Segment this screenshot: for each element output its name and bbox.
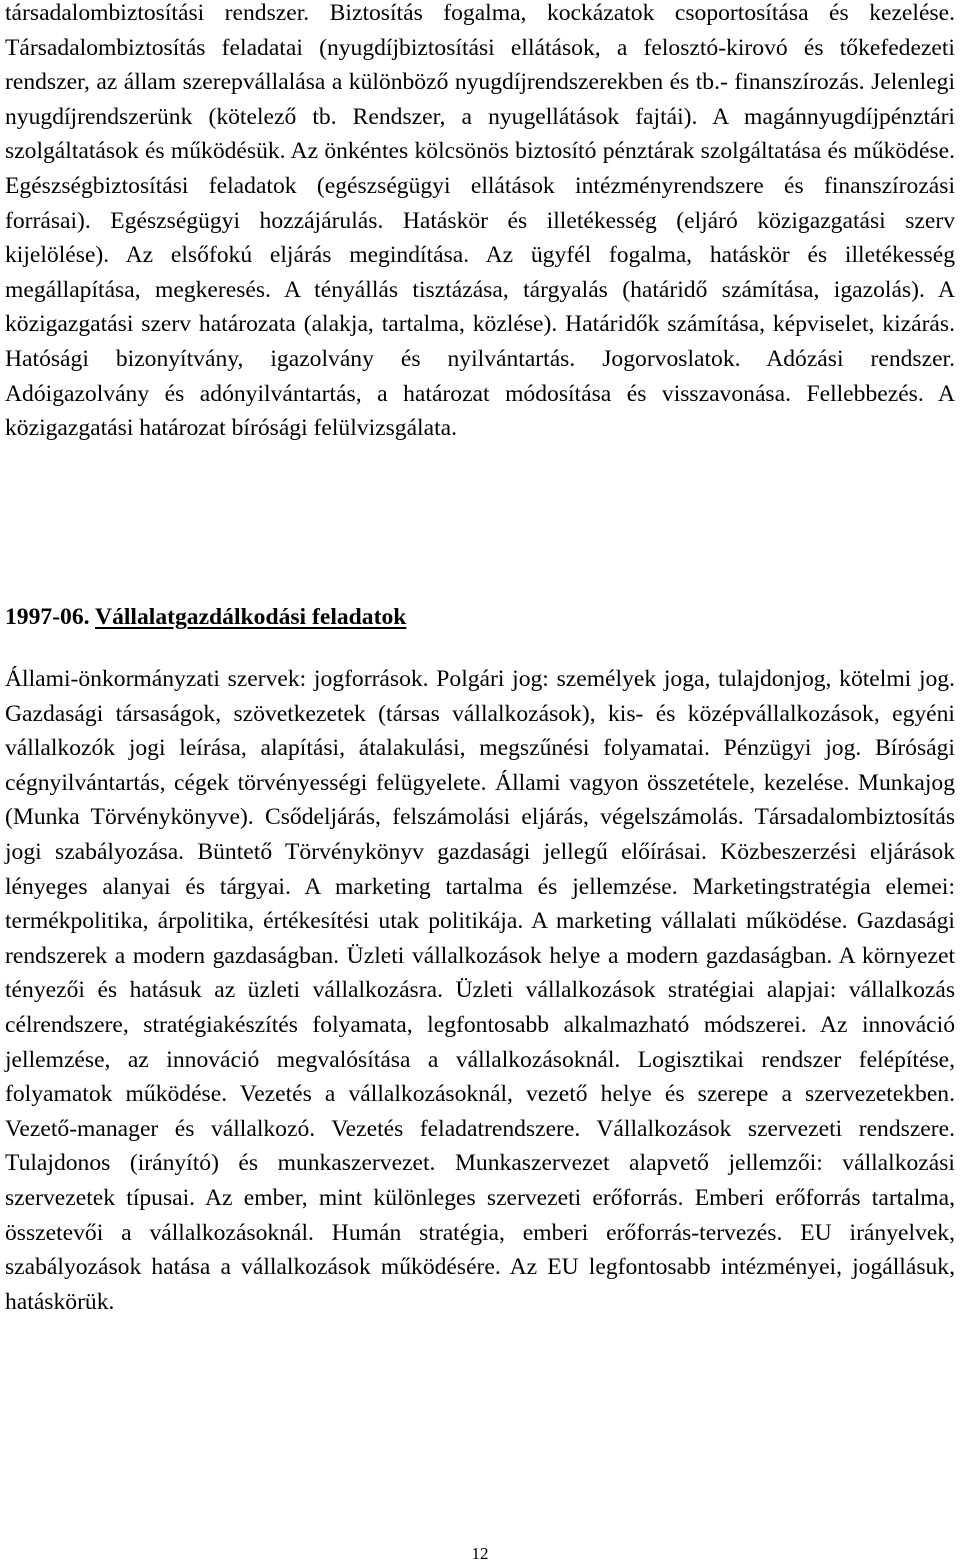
- section-number: 1997-06.: [5, 604, 90, 630]
- section-title: Vállalatgazdálkodási feladatok: [95, 604, 407, 630]
- section-heading: [5, 600, 406, 634]
- body-paragraph-section: Állami-önkormányzati szervek: jogforrások. Polgári jog: személyek joga, tulajdonjog, kötelmi jog. Gazdasági társaságok, szövetkezetek (társas vállalkozások), kis- és középvállalkozások, egyéni vállalkozók jogi leírása, alapítási, átalakulási, megszűnési folyamatai. Pénzügyi jog. Bírósági cégnyilvántartás, cégek törvényességi felügyelete. Állami vagyon összetétele, kezelése. Munkajog (Munka Törvénykönyve). Csődeljárás, felszámolási eljárás, végelszámolás. Társadalombiztosítás jogi szabályozása. Büntető Törvénykönyv gazdasági jellegű előírásai. Közbeszerzési eljárások lényeges alanyai és tárgyai. A marketing tartalma és jellemzése. Marketingstratégia elemei: termékpolitika, árpolitika, értékesítési utak politikája. A marketing vállalati működése. Gazdasági rendszerek a modern gazdaságban. Üzleti vállalkozások helye a modern gazdaságban. A környezet tényezői és hatásuk az üzleti vállalkozásra. Üzleti vállalkozások stratégiai alapjai: vállalkozás célrendszere, stratégiakészítés folyamata, legfontosabb alkalmazható módszerei. Az innováció jellemzése, az innováció megvalósítása a vállalkozásoknál. Logisztikai rendszer felépítése, folyamatok működése. Vezetés a vállalkozásoknál, vezető helye és szerepe a szervezetekben. Vezető-manager és vállalkozó. Vezetés feladatrendszere. Vállalkozások szervezeti rendszere. Tulajdonos (irányító) és munkaszervezet. Munkaszervezet alapvető jellemzői: vállalkozási szervezetek típusai. Az ember, mint különleges szervezeti erőforrás. Emberi erőforrás tartalma, összetevői a vállalkozásoknál. Humán stratégia, emberi erőforrás-tervezés. EU irányelvek, szabályozások hatása a vállalkozások működésére. Az EU legfontosabb intézményei, jogállásuk, hatáskörük.: [5, 666, 955, 1315]
- body-paragraph-continuation: társadalombiztosítási rendszer. Biztosítás fogalma, kockázatok csoportosítása és kezelése. Társadalombiztosítás feladatai (nyugdíjbiztosítási ellátások, a felosztó-kirovó és tőkefedezeti rendszer, az állam szerepvállalása a különböző nyugdíjrendszerekben és tb.- finanszírozás. Jelenlegi nyugdíjrendszerünk (kötelező tb. Rendszer, a nyugellátások fajtái). A magánnyugdíjpénztári szolgáltatások és működésük. Az önkéntes kölcsönös biztosító pénztárak szolgáltatása és működése. Egészségbiztosítási feladatok (egészségügyi ellátások intézményrendszere és finanszírozási forrásai). Egészségügyi hozzájárulás. Hatáskör és illetékesség (eljáró közigazgatási szerv kijelölése). Az elsőfokú eljárás megindítása. Az ügyfél fogalma, hatáskör és illetékesség megállapítása, megkeresés. A tényállás tisztázása, tárgyalás (határidő számítása, igazolás). A közigazgatási szerv határozata (alakja, tartalma, közlése). Határidők számítása, képviselet, kizárás. Hatósági bizonyítvány, igazolvány és nyilvántartás. Jogorvoslatok. Adózási rendszer. Adóigazolvány és adónyilvántartás, a határozat módosítása és visszavonása. Fellebbezés. A közigazgatási határozat bírósági felülvizsgálata.: [5, 0, 955, 442]
- page-number: 12: [471, 1544, 489, 1563]
